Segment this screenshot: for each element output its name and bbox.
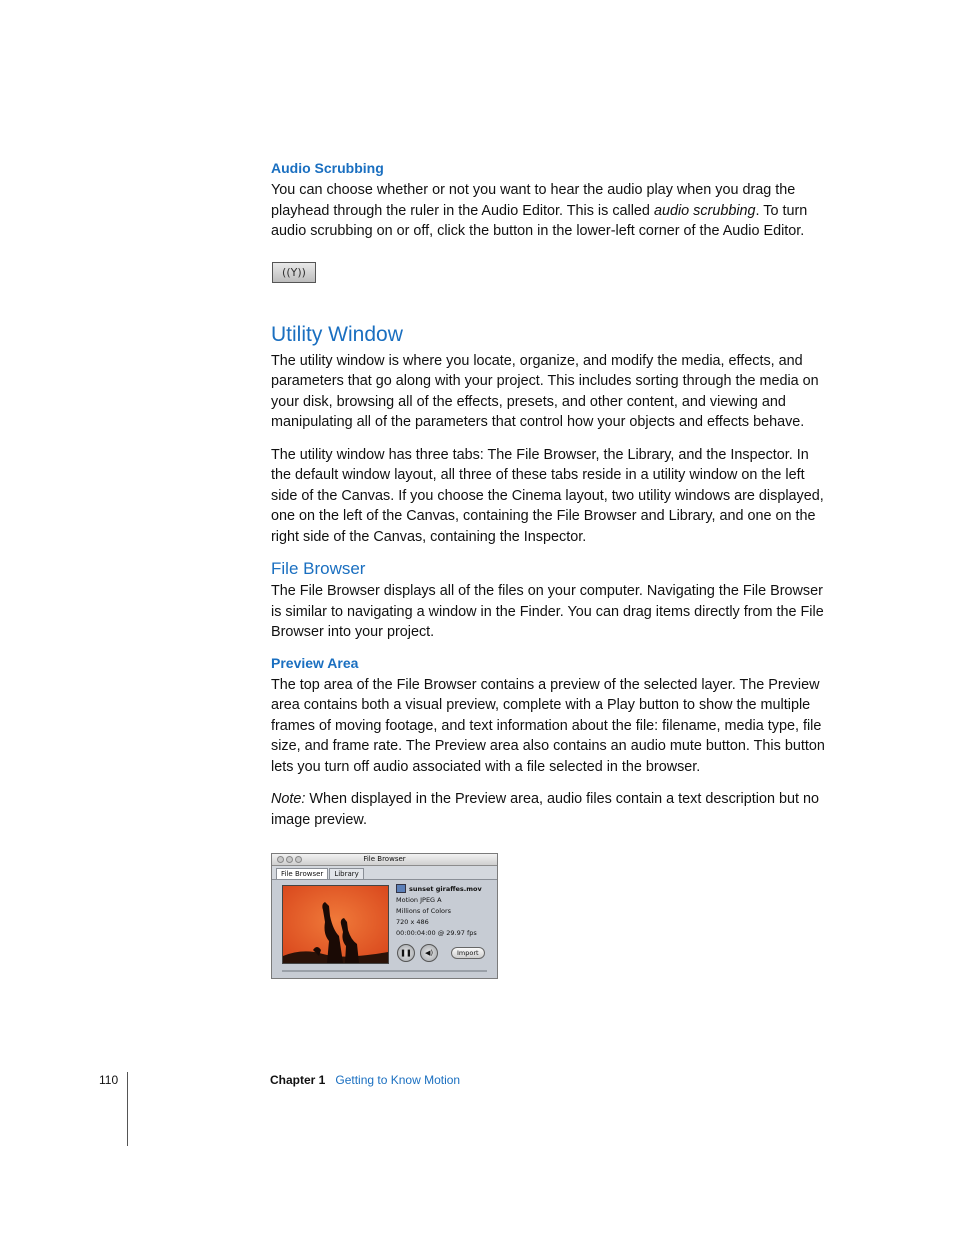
divider: [282, 970, 487, 972]
utility-window-paragraph-2: The utility window has three tabs: The File Browser, the Library, and the Inspector. In the default window layout, all three of these tabs reside in a utility window on the left side of the Canvas. If you choose the Cinema layout, two utility windows are displayed, one on the left of the Canvas, containing the File Browser and Library, and one on the right side of the Canvas, containing the Inspector.: [271, 446, 824, 545]
note-paragraph: Note: When displayed in the Preview area, audio files contain a text description but no image preview.: [271, 791, 819, 828]
window-title: File Browser: [363, 855, 406, 863]
file-browser-paragraph: The File Browser displays all of the files on your computer. Navigating the File Browser is similar to navigating a window in the Finder. You can drag items directly from the File Browser into your project.: [271, 583, 824, 640]
duration-framerate: 00:00:04:00 @ 29.97 fps: [396, 929, 477, 937]
heading-preview-area: Preview Area: [271, 654, 359, 671]
file-info: [396, 884, 482, 940]
window-titlebar: [272, 854, 497, 866]
giraffes-silhouette-image: [283, 886, 388, 963]
speaker-icon: ◀): [420, 944, 438, 962]
pause-icon: ❚❚: [397, 944, 415, 962]
audio-scrub-button-icon: ((Y)): [272, 262, 316, 283]
color-depth: Millions of Colors: [396, 907, 452, 915]
import-button: Import: [451, 947, 485, 959]
preview-area-paragraph: The top area of the File Browser contains a preview of the selected layer. The Preview area contains both a visual preview, complete with a Play button to show the multiple frames of moving footage, and text information about the file: filename, media type, file size, and frame rate. The Preview area also contains an audio mute button. This button lets you turn off audio associated with a file selected in the browser.: [271, 676, 825, 775]
movie-file-icon: [396, 884, 406, 893]
file-browser-screenshot: [271, 853, 498, 979]
footer-rule: [127, 1072, 128, 1146]
tab-file-browser: File Browser: [276, 868, 328, 879]
chapter-label: Chapter 1: [270, 1073, 326, 1087]
file-name-row: [396, 884, 482, 893]
heading-audio-scrubbing: Audio Scrubbing: [271, 160, 384, 176]
file-name: sunset giraffes.mov: [409, 884, 482, 893]
page-number: 110: [99, 1073, 119, 1087]
page-content: [271, 160, 831, 842]
preview-image: [282, 885, 389, 964]
heading-file-browser: File Browser: [271, 559, 366, 578]
chapter-title: Getting to Know Motion: [335, 1073, 461, 1087]
preview-area: [272, 880, 497, 978]
dimensions: 720 x 486: [396, 918, 429, 926]
chapter-footer: [270, 1073, 460, 1087]
tab-library: Library: [329, 868, 363, 879]
utility-window-paragraph-1: The utility window is where you locate, organize, and modify the media, effects, and parameters that go along with your project. This includes sorting through the media on your disk, browsing all of the effects, presets, and other content, and viewing and manipulating all of the parameters that control how your objects and effects behave.: [271, 352, 819, 430]
preview-controls: [397, 944, 485, 962]
media-type: Motion JPEG A: [396, 896, 442, 904]
heading-utility-window: Utility Window: [271, 322, 403, 346]
audio-scrubbing-paragraph: You can choose whether or not you want to hear the audio play when you drag the playhead through the ruler in the Audio Editor. This is called audio scrubbing. To turn audio scrubbing on or off, click the button in the lower-left corner of the Audio Editor.: [271, 182, 808, 239]
tab-bar: [272, 866, 497, 880]
